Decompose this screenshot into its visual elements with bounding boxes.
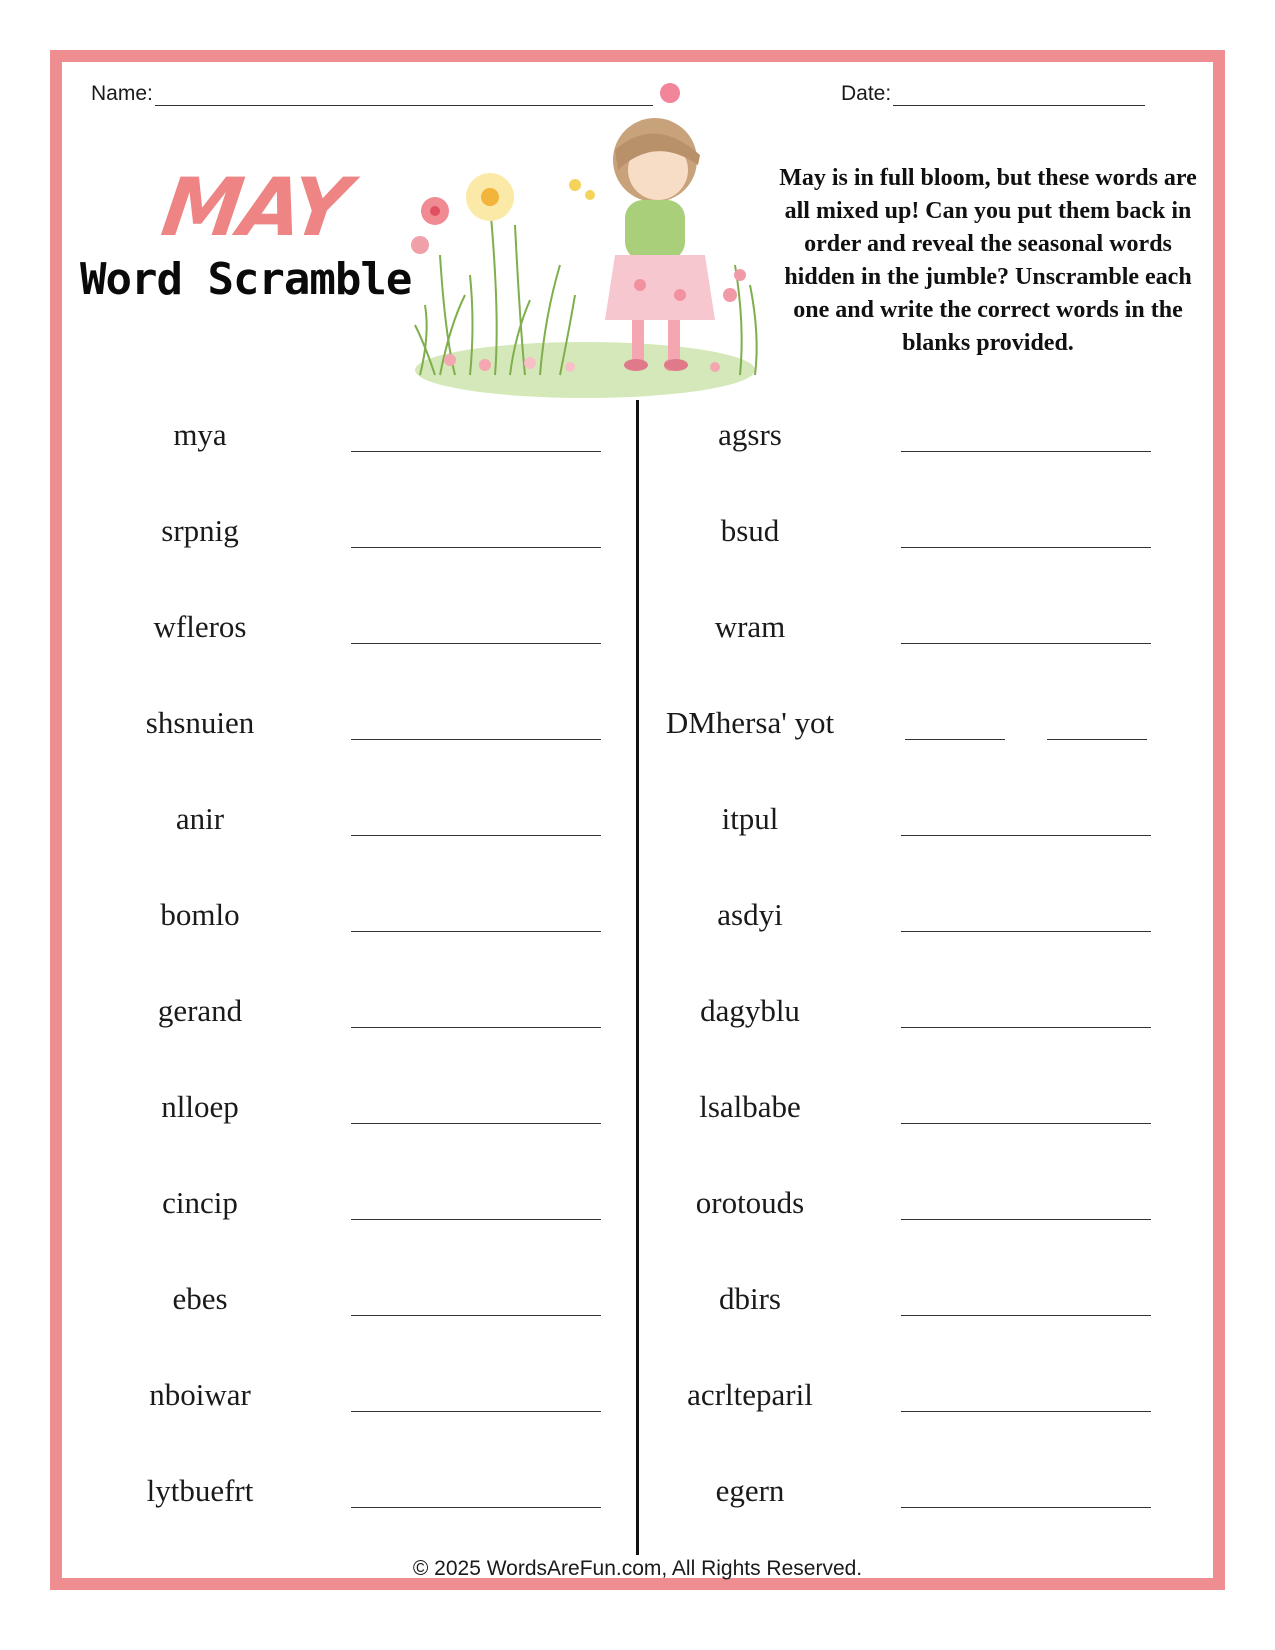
word-row [95,501,625,597]
word-row [95,1173,625,1269]
answer-blank[interactable] [351,451,601,452]
scrambled-word: bsud [720,513,780,548]
word-row [645,1173,1175,1269]
answer-blank[interactable] [351,931,601,932]
answer-blank[interactable] [351,643,601,644]
column-divider [636,400,639,1555]
scrambled-word: ebes [172,1281,228,1316]
answer-blank[interactable] [901,547,1151,548]
girl-with-flowers-illustration [410,75,780,410]
left-word-column [95,405,625,1557]
scrambled-word: itpul [721,801,779,836]
answer-blank[interactable] [901,1411,1151,1412]
scrambled-word: shsnuien [145,705,255,740]
word-row [95,885,625,981]
answer-blank[interactable] [901,1315,1151,1316]
word-row [645,1365,1175,1461]
answer-blank[interactable] [351,835,601,836]
word-row [645,885,1175,981]
answer-blank[interactable] [1047,739,1147,740]
answer-blank[interactable] [351,1507,601,1508]
word-row [645,501,1175,597]
month-title: MAY [156,161,354,254]
date-label: Date: [841,82,892,105]
answer-blank[interactable] [901,1027,1151,1028]
answer-blank[interactable] [901,1507,1151,1508]
scrambled-word: lytbuefrt [146,1473,254,1508]
word-row [95,405,625,501]
answer-blank[interactable] [901,451,1151,452]
date-line[interactable] [893,85,1145,106]
scrambled-word: anir [175,801,225,836]
scrambled-word: DMhersa' yot [665,705,835,740]
answer-blank[interactable] [901,835,1151,836]
scrambled-word: wram [714,609,786,644]
answer-blank[interactable] [901,1123,1151,1124]
answer-blank[interactable] [351,1123,601,1124]
scrambled-word: asdyi [717,897,783,932]
word-row [95,1269,625,1365]
right-word-column [645,405,1175,1557]
scrambled-word: mya [173,417,227,452]
word-row [95,981,625,1077]
word-row [95,693,625,789]
answer-blank[interactable] [901,1219,1151,1220]
scrambled-word: gerand [157,993,243,1028]
word-row [95,1461,625,1557]
answer-blank[interactable] [905,739,1005,740]
answer-blank[interactable] [351,739,601,740]
scrambled-word: agsrs [718,417,782,452]
scrambled-word: dbirs [719,1281,781,1316]
page-title: Word Scramble [80,254,412,305]
word-row [645,597,1175,693]
word-row [645,981,1175,1077]
date-field[interactable] [841,82,1145,106]
word-row [645,789,1175,885]
word-row [645,405,1175,501]
word-row [645,1461,1175,1557]
word-row [95,597,625,693]
name-label: Name: [91,82,153,105]
answer-blank[interactable] [351,1027,601,1028]
scrambled-word: egern [715,1473,785,1508]
scrambled-word: orotouds [695,1185,805,1220]
scrambled-word: nlloep [161,1089,239,1124]
scrambled-word: wfleros [153,609,247,644]
answer-blank[interactable] [901,643,1151,644]
instructions-text: May is in full bloom, but these words are all mixed up! Can you put them back in order and reveal the seasonal words hidden in the jumble? Unscramble each one and write the correct words in the blanks provided. [779,165,1197,356]
word-row [645,1077,1175,1173]
scrambled-word: srpnig [161,513,239,548]
scrambled-word: cincip [162,1185,238,1220]
word-row [645,1269,1175,1365]
answer-blank[interactable] [351,1315,601,1316]
scrambled-word: nboiwar [149,1377,251,1412]
answer-blank[interactable] [351,1411,601,1412]
word-row [95,1077,625,1173]
copyright-footer: © 2025 WordsAreFun.com, All Rights Reserved. [412,1557,863,1580]
scrambled-word: lsalbabe [699,1089,801,1124]
word-row [645,693,1175,789]
word-row [95,789,625,885]
word-row [95,1365,625,1461]
scrambled-word: acrlteparil [687,1377,813,1412]
answer-blank[interactable] [901,931,1151,932]
scrambled-word: bomlo [160,897,240,932]
answer-blank[interactable] [351,547,601,548]
girl-figure [605,83,715,371]
answer-blank[interactable] [351,1219,601,1220]
scrambled-word: dagyblu [700,993,800,1028]
